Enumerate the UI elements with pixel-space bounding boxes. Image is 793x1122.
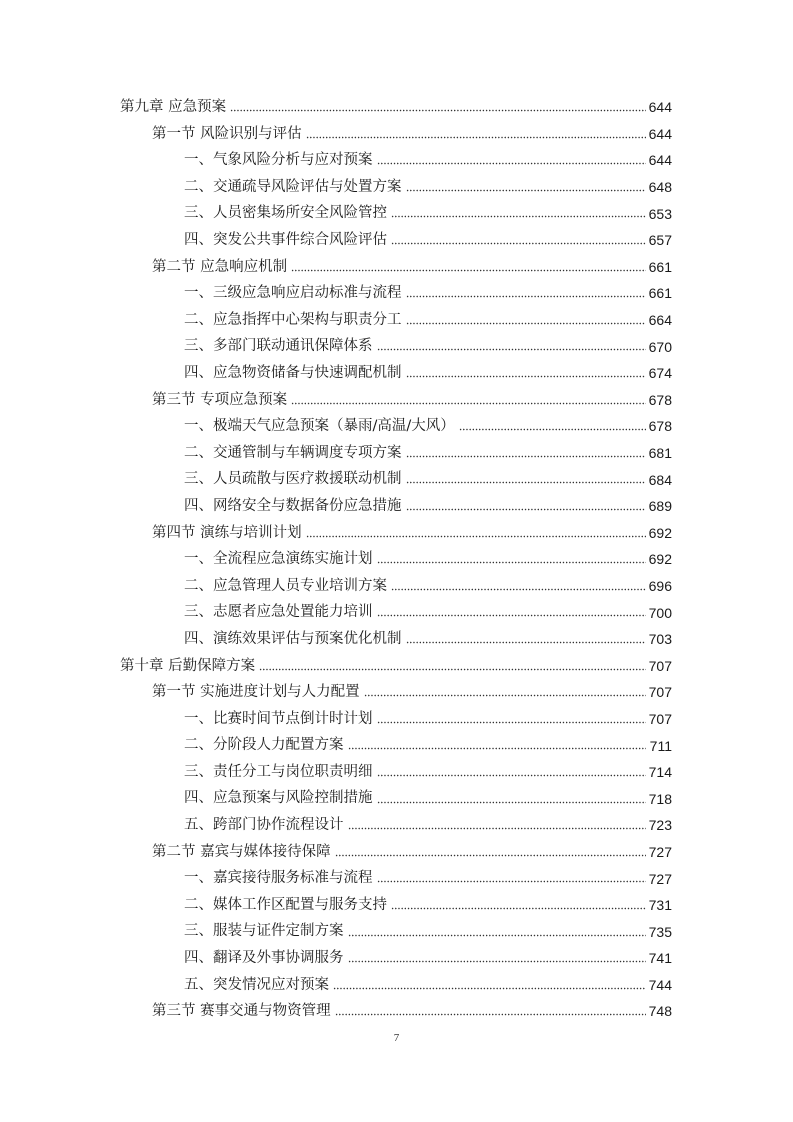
toc-subsection-entry[interactable] bbox=[0, 599, 793, 626]
dot-leader bbox=[406, 505, 647, 515]
toc-subsection-entry[interactable] bbox=[0, 785, 793, 812]
toc-entry-page: 678 bbox=[648, 391, 672, 408]
dot-leader bbox=[377, 797, 647, 807]
toc-subsection-entry[interactable] bbox=[0, 174, 793, 201]
dot-leader bbox=[406, 292, 647, 302]
toc-chapter-entry[interactable] bbox=[0, 94, 793, 121]
toc-entry-title: 一、气象风险分析与应对预案 bbox=[184, 152, 373, 169]
dot-leader bbox=[391, 584, 646, 594]
toc-entry-page: 748 bbox=[648, 1003, 672, 1020]
toc-entry-page: 653 bbox=[648, 205, 672, 222]
toc-entry-title: 二、应急管理人员专业培训方案 bbox=[184, 577, 387, 594]
toc-entry-title: 第一节 风险识别与评估 bbox=[152, 125, 302, 142]
dot-leader bbox=[333, 983, 646, 993]
toc-entry-page: 727 bbox=[648, 843, 672, 860]
toc-subsection-entry[interactable] bbox=[0, 307, 793, 334]
toc-entry-page: 714 bbox=[648, 764, 672, 781]
toc-subsection-entry[interactable] bbox=[0, 918, 793, 945]
toc-section-entry[interactable] bbox=[0, 839, 793, 866]
toc-entry-title: 三、责任分工与岗位职责明细 bbox=[184, 763, 373, 780]
toc-entry-title: 第二节 嘉宾与媒体接待保障 bbox=[152, 843, 331, 860]
toc-subsection-entry[interactable] bbox=[0, 227, 793, 254]
dot-leader bbox=[406, 451, 647, 461]
toc-entry-title: 二、交通疏导风险评估与处置方案 bbox=[184, 178, 402, 195]
page-number: 7 bbox=[393, 1032, 400, 1044]
toc-entry-page: 703 bbox=[648, 631, 672, 648]
toc-subsection-entry[interactable] bbox=[0, 360, 793, 387]
dot-leader bbox=[348, 824, 647, 834]
toc-entry-title: 五、突发情况应对预案 bbox=[184, 976, 329, 993]
toc-entry-page: 644 bbox=[648, 125, 672, 142]
dot-leader bbox=[306, 531, 646, 541]
dot-leader bbox=[377, 558, 647, 568]
toc-entry-title: 三、志愿者应急处置能力培训 bbox=[184, 604, 373, 621]
toc-subsection-entry[interactable] bbox=[0, 732, 793, 759]
dot-leader bbox=[377, 717, 647, 727]
toc-subsection-entry[interactable] bbox=[0, 200, 793, 227]
toc-entry-title: 一、三级应急响应启动标准与流程 bbox=[184, 285, 402, 302]
toc-entry-page: 744 bbox=[648, 976, 672, 993]
toc-section-entry[interactable] bbox=[0, 254, 793, 281]
dot-leader bbox=[348, 930, 647, 940]
dot-leader bbox=[459, 425, 646, 435]
toc-entry-page: 735 bbox=[648, 923, 672, 940]
toc-entry-page: 664 bbox=[648, 312, 672, 329]
toc-entry-title: 四、演练效果评估与预案优化机制 bbox=[184, 630, 402, 647]
toc-entry-title: 第十章 后勤保障方案 bbox=[120, 657, 256, 674]
toc-entry-page: 723 bbox=[648, 817, 672, 834]
dot-leader bbox=[377, 611, 647, 621]
toc-entry-page: 700 bbox=[648, 604, 672, 621]
toc-entry-page: 692 bbox=[648, 551, 672, 568]
toc-subsection-entry[interactable] bbox=[0, 865, 793, 892]
toc-entry-page: 741 bbox=[648, 950, 672, 967]
toc-entry-title: 一、全流程应急演练实施计划 bbox=[184, 551, 373, 568]
toc-entry-page: 707 bbox=[648, 657, 672, 674]
toc-subsection-entry[interactable] bbox=[0, 706, 793, 733]
toc-entry-page: 727 bbox=[648, 870, 672, 887]
toc-entry-page: 731 bbox=[648, 897, 672, 914]
dot-leader bbox=[230, 106, 646, 116]
toc-entry-title: 一、比赛时间节点倒计时计划 bbox=[184, 710, 373, 727]
toc-entry-title: 三、多部门联动通讯保障体系 bbox=[184, 338, 373, 355]
toc-entry-page: 692 bbox=[648, 524, 672, 541]
dot-leader bbox=[406, 318, 647, 328]
toc-subsection-entry[interactable] bbox=[0, 147, 793, 174]
toc-entry-title: 三、人员疏散与医疗救援联动机制 bbox=[184, 471, 402, 488]
dot-leader bbox=[391, 212, 646, 222]
toc-subsection-entry[interactable] bbox=[0, 972, 793, 999]
dot-leader bbox=[348, 744, 647, 754]
dot-leader bbox=[259, 664, 646, 674]
toc-entry-page: 684 bbox=[648, 471, 672, 488]
toc-entry-page: 674 bbox=[648, 365, 672, 382]
toc-entry-title: 四、网络安全与数据备份应急措施 bbox=[184, 497, 402, 514]
toc-subsection-entry[interactable] bbox=[0, 892, 793, 919]
toc-entry-page: 707 bbox=[648, 710, 672, 727]
dot-leader bbox=[291, 265, 646, 275]
toc-section-entry[interactable] bbox=[0, 998, 793, 1025]
toc-subsection-entry[interactable] bbox=[0, 440, 793, 467]
toc-entry-title: 五、跨部门协作流程设计 bbox=[184, 817, 344, 834]
toc-section-entry[interactable] bbox=[0, 387, 793, 414]
toc-subsection-entry[interactable] bbox=[0, 466, 793, 493]
toc-entry-title: 一、嘉宾接待服务标准与流程 bbox=[184, 870, 373, 887]
toc-chapter-entry[interactable] bbox=[0, 652, 793, 679]
toc-entry-title: 二、分阶段人力配置方案 bbox=[184, 737, 344, 754]
toc-subsection-entry[interactable] bbox=[0, 413, 793, 440]
dot-leader bbox=[406, 372, 647, 382]
toc-entry-page: 707 bbox=[648, 684, 672, 701]
toc-subsection-entry[interactable] bbox=[0, 333, 793, 360]
toc-entry-title: 第四节 演练与培训计划 bbox=[152, 524, 302, 541]
toc-entry-title: 二、应急指挥中心架构与职责分工 bbox=[184, 311, 402, 328]
toc-entry-title: 第三节 赛事交通与物资管理 bbox=[152, 1003, 331, 1020]
toc-entry-title: 二、媒体工作区配置与服务支持 bbox=[184, 896, 387, 913]
toc-entry-title: 四、突发公共事件综合风险评估 bbox=[184, 232, 387, 249]
toc-entry-page: 711 bbox=[649, 737, 672, 754]
toc-entry-page: 657 bbox=[648, 232, 672, 249]
toc-entry-title: 第九章 应急预案 bbox=[120, 99, 227, 116]
table-of-contents bbox=[0, 94, 793, 1025]
toc-subsection-entry[interactable] bbox=[0, 759, 793, 786]
dot-leader bbox=[335, 1010, 646, 1020]
toc-entry-title: 第三节 专项应急预案 bbox=[152, 391, 288, 408]
dot-leader bbox=[391, 239, 646, 249]
toc-entry-title: 三、服装与证件定制方案 bbox=[184, 923, 344, 940]
toc-entry-page: 648 bbox=[648, 179, 672, 196]
dot-leader bbox=[306, 132, 646, 142]
toc-subsection-entry[interactable] bbox=[0, 493, 793, 520]
toc-entry-page: 661 bbox=[648, 285, 672, 302]
dot-leader bbox=[364, 691, 646, 701]
toc-subsection-entry[interactable] bbox=[0, 626, 793, 653]
toc-subsection-entry[interactable] bbox=[0, 573, 793, 600]
toc-entry-title: 一、极端天气应急预案（暴雨/高温/大风） bbox=[184, 418, 455, 435]
toc-entry-page: 689 bbox=[648, 498, 672, 515]
toc-entry-page: 661 bbox=[648, 258, 672, 275]
toc-entry-page: 644 bbox=[648, 99, 672, 116]
dot-leader bbox=[335, 850, 646, 860]
toc-subsection-entry[interactable] bbox=[0, 945, 793, 972]
toc-entry-title: 第一节 实施进度计划与人力配置 bbox=[152, 684, 360, 701]
toc-subsection-entry[interactable] bbox=[0, 812, 793, 839]
toc-entry-title: 第二节 应急响应机制 bbox=[152, 258, 288, 275]
toc-subsection-entry[interactable] bbox=[0, 280, 793, 307]
toc-section-entry[interactable] bbox=[0, 121, 793, 148]
toc-entry-page: 718 bbox=[648, 790, 672, 807]
dot-leader bbox=[377, 159, 647, 169]
dot-leader bbox=[406, 478, 647, 488]
toc-entry-title: 四、应急预案与风险控制措施 bbox=[184, 790, 373, 807]
dot-leader bbox=[391, 903, 646, 913]
dot-leader bbox=[406, 637, 647, 647]
toc-section-entry[interactable] bbox=[0, 520, 793, 547]
toc-entry-page: 681 bbox=[648, 445, 672, 462]
dot-leader bbox=[377, 345, 647, 355]
toc-entry-page: 696 bbox=[648, 577, 672, 594]
dot-leader bbox=[377, 877, 647, 887]
toc-entry-title: 四、应急物资储备与快速调配机制 bbox=[184, 364, 402, 381]
dot-leader bbox=[377, 770, 647, 780]
toc-entry-page: 670 bbox=[648, 338, 672, 355]
toc-entry-page: 678 bbox=[648, 418, 672, 435]
toc-section-entry[interactable] bbox=[0, 679, 793, 706]
dot-leader bbox=[348, 957, 647, 967]
toc-entry-title: 三、人员密集场所安全风险管控 bbox=[184, 205, 387, 222]
toc-entry-title: 四、翻译及外事协调服务 bbox=[184, 950, 344, 967]
toc-subsection-entry[interactable] bbox=[0, 546, 793, 573]
toc-entry-title: 二、交通管制与车辆调度专项方案 bbox=[184, 444, 402, 461]
dot-leader bbox=[406, 185, 647, 195]
toc-entry-page: 644 bbox=[648, 152, 672, 169]
dot-leader bbox=[291, 398, 646, 408]
